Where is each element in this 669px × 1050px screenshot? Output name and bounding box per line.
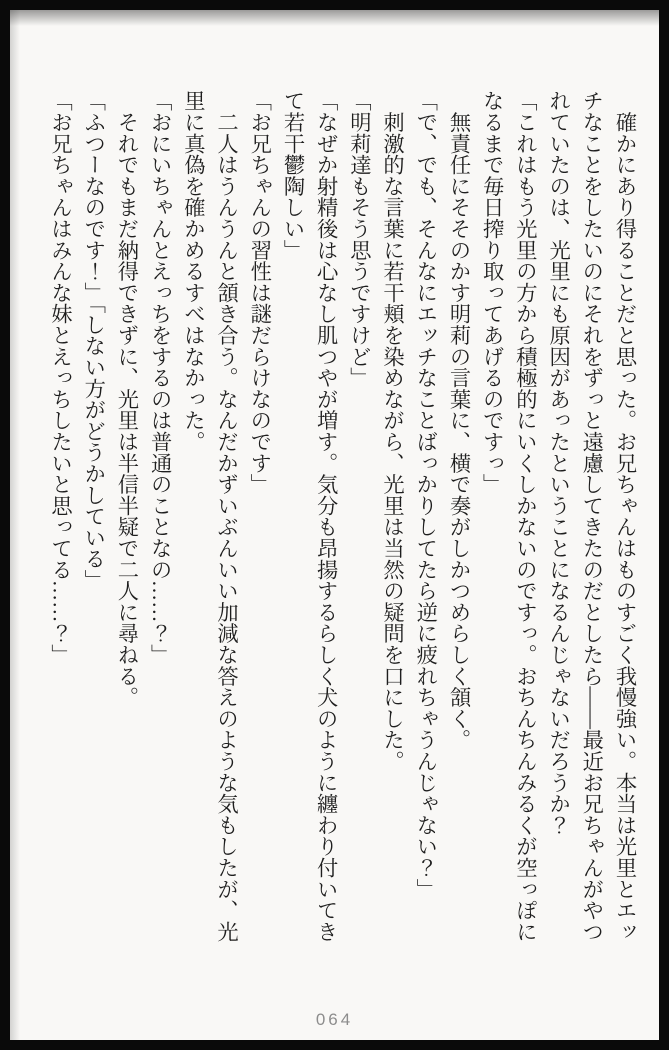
text-line: 「ふつーなのです！」「しない方がどうかしている」 — [81, 90, 106, 591]
text-line: 「お兄ちゃんはみんな妹とえっちしたいと思ってる……？」 — [48, 90, 73, 666]
text-line: 「これはもう光里の方から積極的にいくしかないのですっ。おちんちんみるくが空っぽに — [513, 90, 538, 942]
text-line: なるまで毎日搾り取ってあげるのですっ」 — [480, 90, 505, 495]
text-line: 二人はうんうんと頷き合う。なんだかずいぶんいい加減な答えのような気もしたが、光 — [214, 90, 239, 942]
text-line: 刺激的な言葉に若干頬を染めながら、光里は当然の疑問を口にした。 — [380, 90, 405, 772]
text-line: 里に真偽を確かめるすべはなかった。 — [181, 90, 206, 453]
text-line: れていたのは、光里にも原因があったということになるんじゃないだろうか？ — [546, 90, 571, 836]
text-line: 無責任にそそのかす明莉の言葉に、横で奏がしかつめらしく頷く。 — [446, 90, 471, 751]
text-line: 「で、でも、そんなにエッチなことばっかりしてたら逆に疲れちゃうんじゃない？」 — [413, 90, 438, 900]
book-page — [10, 10, 659, 1040]
text-line: 「おにいちゃんとえっちをするのは普通のことなの……？」 — [148, 90, 173, 666]
text-line: 確かにあり得ることだと思った。お兄ちゃんはものすごく我慢強い。本当は光里とエッ — [613, 90, 637, 942]
text-line: て若干鬱陶しい」 — [280, 90, 305, 261]
page-number: 064 — [315, 1010, 354, 1029]
scan-shadow-top — [10, 10, 659, 26]
vertical-text-block — [43, 90, 641, 956]
text-line: 「お兄ちゃんの習性は謎だらけなのです」 — [247, 90, 272, 495]
text-line: 「なぜか射精後は心なし肌つやが増す。気分も昂揚するらしく犬のように纏わり付いてき — [314, 90, 339, 942]
scan-shadow-left — [10, 10, 20, 1040]
text-line: それでもまだ納得できずに、光里は半信半疑で二人に尋ねる。 — [114, 90, 139, 708]
text-line: 「明莉達もそう思うですけど」 — [347, 90, 372, 389]
text-line: チなことをしたいのにそれをずっと遠慮してきたのだとしたら――最近お兄ちゃんがやつ — [579, 90, 604, 942]
